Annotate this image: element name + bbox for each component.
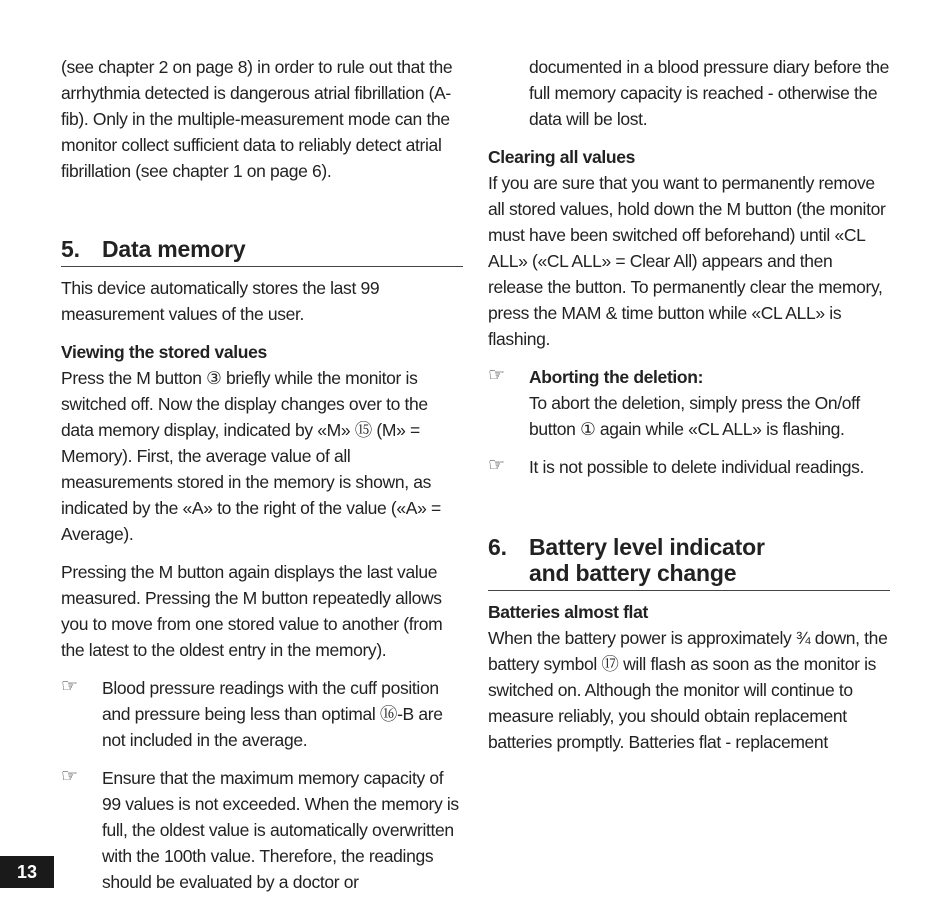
pointing-hand-icon: ☞ <box>61 766 79 787</box>
subheading-viewing: Viewing the stored values <box>61 342 267 362</box>
page-number: 13 <box>0 856 54 888</box>
right-column <box>488 54 890 767</box>
intro-paragraph: (see chapter 2 on page 8) in order to rule out that the arrhythmia detected is dangerous atrial fibrillation (A-fib). Only in the multiple-measurement mode can the monitor collect sufficient data to reliably detect atrial fibrillation (see chapter 1 on page 6). <box>61 57 453 181</box>
note-text: Ensure that the maximum memory capacity of 99 values is not exceeded. When the memory is full, the oldest value is automatically overwritten with the 100th value. Therefore, the readings should be evaluated by a doctor or <box>102 768 459 892</box>
note-abort <box>488 364 890 442</box>
section-title <box>529 534 765 586</box>
continuation-paragraph: documented in a blood pressure diary before the full memory capacity is reached - otherwise the data will be lost. <box>529 57 890 129</box>
section-6-heading <box>488 534 890 591</box>
note-individual <box>488 454 890 480</box>
spacer <box>61 196 463 236</box>
section-number: 6. <box>488 534 507 560</box>
note-capacity <box>61 765 463 895</box>
note-average <box>61 675 463 753</box>
section-title-line-1: Battery level indicator <box>529 534 765 560</box>
section-title-line-2: and battery change <box>529 560 737 586</box>
pointing-hand-icon: ☞ <box>488 365 506 386</box>
batteries-paragraph: When the battery power is approximately ¾ down, the battery symbol ⑰ will flash as soon as the monitor is switched on. Although the monitor will continue to measure reliably, you should obtain replacement batteries promptly. Batteries flat - replacement <box>488 628 888 752</box>
note-text: Blood pressure readings with the cuff position and pressure being less than optimal ⑯-B are not included in the average. <box>102 678 443 750</box>
pointing-hand-icon: ☞ <box>61 676 79 697</box>
viewing-paragraph-2: Pressing the M button again displays the last value measured. Pressing the M button repeatedly allows you to move from one stored value to another (from the latest to the oldest entry in the memory). <box>61 562 443 660</box>
clearing-paragraph: If you are sure that you want to permanently remove all stored values, hold down the M button (the monitor must have been switched off beforehand) until «CL ALL» («CL ALL» = Clear All) appears and then release the button. To permanently clear the memory, press the MAM & time button while «CL ALL» is flashing. <box>488 173 886 349</box>
section-5-heading <box>61 236 463 267</box>
spacer <box>488 492 890 534</box>
pointing-hand-icon: ☞ <box>488 455 506 476</box>
section-number: 5. <box>61 236 80 262</box>
note-text: It is not possible to delete individual readings. <box>529 457 865 477</box>
subheading-batteries: Batteries almost flat <box>488 602 648 622</box>
note-abort-title: Aborting the deletion: <box>529 367 704 387</box>
left-column <box>61 54 463 907</box>
section-title: Data memory <box>102 236 246 262</box>
note-abort-text: To abort the deletion, simply press the On/off button ① again while «CL ALL» is flashing. <box>529 393 860 439</box>
viewing-paragraph-1: Press the M button ③ briefly while the monitor is switched off. Now the display changes over to the data memory display, indicated by «M» ⑮ (M» = Memory). First, the average value of all measurements stored in the memory is shown, as indicated by the «A» to the right of the value («A» = Average). <box>61 368 441 544</box>
section-intro: This device automatically stores the last 99 measurement values of the user. <box>61 278 380 324</box>
subheading-clearing: Clearing all values <box>488 147 636 167</box>
